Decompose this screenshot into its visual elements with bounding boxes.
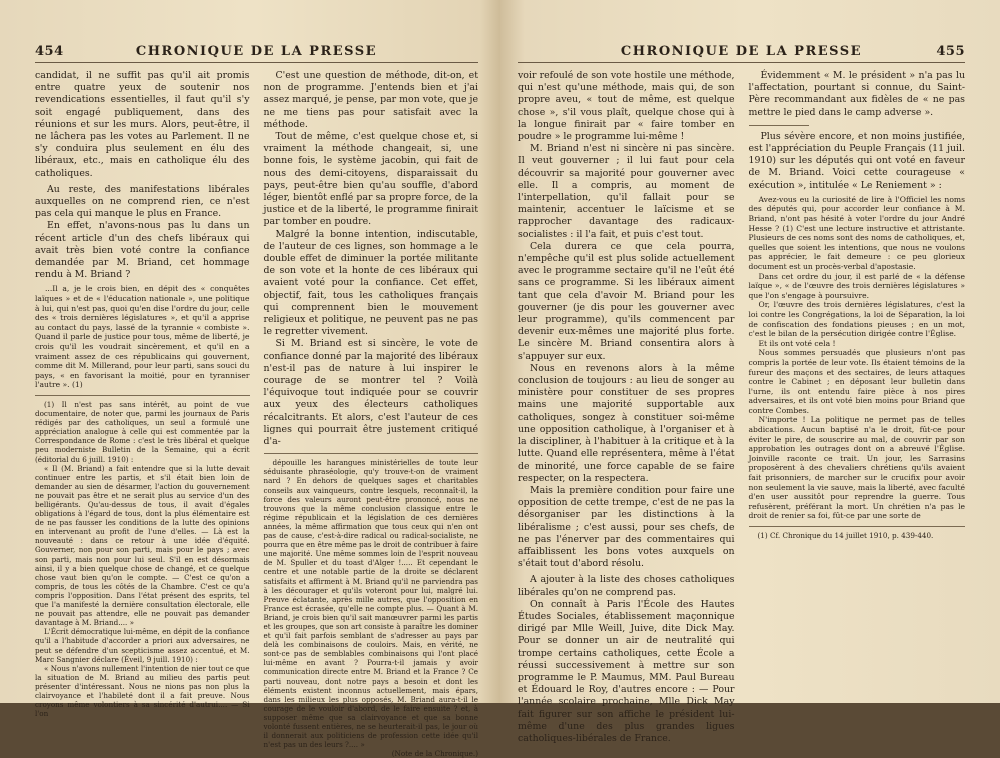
block-quote (35, 284, 250, 390)
quote-text: Et ils ont voté cela ! (758, 338, 836, 348)
left-columns (35, 70, 478, 758)
paragraph: voir refoulé de son vote hostile une méthode, qui n'est qu'une méthode, mais qui, de son propre aveu, « tout de même, est quelque chose », s'il vous plaît, quelque chose qui à la longue finirait par « faire tomber en poudre » le programme lui-même ! (518, 70, 735, 143)
quote-text: Nous sommes persuadés que plusieurs n'ont pas compris la portée de leur vote. Ils étaient témoins de la fureur des maçons et des sectaires, de leurs attaques contre le Cabinet ; en déposant leur bulletin dans l'urne, ils ont entendu faire pièce à nos pires adversaires, et ils ont voté bien moins pour Briand que contre Combes. (748, 348, 965, 415)
section-rule (749, 125, 809, 126)
paragraph: Mais la première condition pour faire une opposition de cette trempe, c'est de ne pas la désorganiser par les distinctions à la libéralisme ; c'est aussi, pour ses chefs, de ne pas l'énerver par des commentaires qui affaiblissent les bons votes auxquels on s'était tout d'abord résolu. (518, 484, 735, 570)
footnote: (1) Cf. Chronique du 14 juillet 1910, p. 439-440. (757, 531, 934, 541)
paragraph: M. Briand n'est ni sincère ni pas sincère. Il veut gouverner ; il lui faut pour cela découvrir sa majorité pour gouverner avec elle. Il a compris, au moment de l'interpellation, qu'il fallait pour se maintenir, accentuer le laïcisme et se rapprocher davantage des radicaux-socialistes : il l'a fait, et puis c'est tout. (518, 143, 735, 240)
right-page-number: 455 (936, 43, 965, 59)
right-running-head (518, 40, 965, 63)
right-columns (518, 70, 965, 745)
left-running-title: CHRONIQUE DE LA PRESSE (135, 43, 378, 59)
footnote: « Nous n'avons nullement l'intention de nier tout ce que la situation de M. Briand au milieu des partis peut présenter d'intéressant. Nous ne nions pas non plus la clairvoyance et l'habileté dont il a fait preuve. Nous croyons même volontiers à sa sincérité d'autrui.... — Si l'on (35, 663, 250, 719)
paragraph: Cela durera ce que cela pourra, n'empêche qu'il est plus solide actuellement avec le programme sectaire qu'il ne l'eût été sans ce programme. Si les libéraux aiment tant que cela d'avoir M. Briand pour les gouverner (je dis pour les gouverner avec leur programme), qu'ils commencent par devenir eux-mêmes une majorité plus forte. Le sincère M. Briand consentira alors à s'appuyer sur eux. (518, 240, 735, 362)
footnotes (35, 400, 250, 718)
paragraph: candidat, il ne suffit pas qu'il ait promis entre quatre yeux de soutenir nos revendications essentielles, il faut qu'il s'y soit engagé publiquement, dans des réunions et sur les murs. Alors, peut-être, il ne lâchera pas les votes au Parlement. Il ne s'y conduira plus seulement en élu des libéraux, etc., mais en catholique élu des catholiques. (35, 70, 250, 179)
paragraph: Évidemment « M. le président » n'a pas lu l'affectation, pourtant si connue, du Saint-Père recommandant aux fidèles de « ne pas mettre le pied dans le camp adverse ». (748, 70, 965, 118)
quote-text: ...Il a, je le crois bien, en dépit des « conquêtes laïques » et de « l'éducation nationale », une politique à lui, qui n'est pas, quoi qu'en dise l'ordre du jour, celle des « trois dernières législatures », et qu'il a apprise au contact du pays, lassé de la tyrannie « combiste ». Quand il parle de justice pour tous, même de liberté, je crois qu'il les voudrait sincèrement, et qu'il en a vraiment assez de ces républicains qui gouvernent, comme dit M. Millerand, pour leur parti, sans souci du pays, « en favorisant la moitié, pour en tyranniser l'autre ». (1) (35, 284, 250, 390)
paragraph: Si M. Briand est si sincère, le vote de confiance donné par la majorité des libéraux n'est-il pas de nature à lui inspirer le courage de se montrer tel ? Voilà l'équivoque tout indiquée pour se couvrir aux yeux des électeurs catholiques récalcitrants. Et alors, c'est l'auteur de ces lignes qui pourrait être justement critiqué d'a- (263, 338, 478, 448)
block-quote (749, 195, 966, 521)
left-column-1 (35, 70, 250, 758)
footnotes (264, 458, 479, 758)
paragraph: Tout de même, c'est quelque chose et, si vraiment la méthode changeait, si, une bonne fois, le système jacobin, qui fait de nous des demi-citoyens, disparaissait du pays, peut-être bien qu'au souffle, d'abord léger, bientôt enflé par sa propre force, de la justice et de la liberté, le programme finirait par tomber en poudre. (263, 131, 478, 228)
footnote: « Il (M. Briand) a fait entendre que si la lutte devait continuer entre les partis, et s'il était bien loin de demander au sien de désarmer, l'action du gouvernement ne pouvait pas être et ne serait plus au service d'un des belligérants. Qu'au-dessus de tous, il avait d'égales obligations à l'égard de tous, dont la plus élémentaire est de ne pas fausser les conditions de la lutte des opinions en intervenant au profit de l'une d'elles. — Là est la nouveauté : dans ce retour à une idée d'équité. Gouverner, non pour son parti, mais pour le pays ; avec son parti, mais non pour lui seul. S'il en est désormais ainsi, il y a bien quelque chose de changé, et ce quelque chose vaut bien qu'on le compte. — C'est ce qu'on a compris, de tous les côtés de la Chambre. C'est ce qu'a compris l'opposition. Dans l'état présent des esprits, tel que l'a manifesté la dernière consultation électorale, elle ne pouvait pas attendre, elle ne pouvait pas demander davantage à M. Briand.... » (35, 463, 250, 628)
left-column-2 (264, 70, 479, 758)
paragraph: C'est une question de méthode, dit-on, et non de programme. J'entends bien et j'ai assez marqué, je pense, par mon vote, que je ne me tiens pas pour satisfait avec la méthode. (263, 70, 478, 130)
right-running-title: CHRONIQUE DE LA PRESSE (620, 43, 863, 59)
quote-text: Or, l'œuvre des trois dernières législatures, c'est la loi contre les Congrégations, la loi de Séparation, la loi de confiscation des fondations pieuses ; en un mot, c'est le bilan de la persécution dirigée contre l'Église. (748, 300, 965, 339)
paragraph: On connaît à Paris l'École des Hautes Études Sociales, établissement maçonnique dirigé par Mlle Weill, Juive, dite Dick May. Pour se donner un air de neutralité qui trompe certains catholiques, cette École a réussi successivement à mettre sur son programme le P. Maumus, MM. Paul Bureau et Édouard le Roy, d'autres encore : — Pour l'année scolaire prochaine, Mlle Dick May fait figurer sur son affiche le président lui-même d'une des plus grandes ligues catholiques-libérales de France. (518, 598, 735, 744)
paragraph: Malgré la bonne intention, indiscutable, de l'auteur de ces lignes, son hommage a le double effet de diminuer la portée militante de son vote et la honte de ces libéraux qui avaient voté pour la confiance. Cet effet, objectif, fait, tous les catholiques français qui comprennent bien le mouvement religieux et politique, ne peuvent pas ne pas le regretter vivement. (263, 228, 478, 338)
paragraph: En effet, n'avons-nous pas lu dans un récent article d'un des chefs libéraux qui avait très bien voté contre la confiance demandée par M. Briand, cet hommage rendu à M. Briand ? (35, 220, 250, 281)
quote-text: Avez-vous eu la curiosité de lire à l'Officiel les noms des députés qui, pour accorder leur confiance à M. Briand, n'ont pas hésité à voter l'ordre du jour André Hesse ? (1) C'est une lecture instructive et attristante. Plusieurs de ces noms sont des noms de catholiques, et, quelles que soient les intentions, que nous ne voulons pas apprécier, le fait demeure : ce peu glorieux document est un procès-verbal d'apostasie. (748, 194, 965, 271)
left-page-number: 454 (35, 43, 64, 59)
footnote: (1) Il n'est pas sans intérêt, au point de vue documentaire, de noter que, parmi les journaux de Paris rédigés par des catholiques, un seul a formulé une appréciation analogue à celle qui est commentée par la Correspondance de Rome : c'est le très libéral et quelque peu moderniste Bulletin de la Semaine, qui a écrit (éditorial du 6 juill. 1910) : (35, 399, 250, 464)
footnote: L'Écrit démocratique lui-même, en dépit de la confiance qu'il a l'habitude d'accorder a priori aux adversaires, ne peut se défendre d'un scepticisme assez accentué, et M. Marc Sangnier déclare (Éveil, 9 juill. 1910) : (35, 627, 250, 664)
right-column-2 (749, 70, 966, 745)
right-column-1 (518, 70, 735, 745)
paragraph: Nous en revenons alors à la même conclusion de toujours : au lieu de songer au ministère pour constituer de ses propres mains une majorité supportable aux catholiques, songez à constituer soi-même une opposition catholique, à l'organiser et à la discipliner, à l'habituer à la critique et à la lutte. Quand elle représentera, même à l'état de minorité, une force capable de se faire respecter, on la respectera. (518, 362, 735, 484)
footnote-rule (749, 526, 966, 527)
footnote: dépouille les harangues ministérielles de toute leur séduisante phraséologie, qu'y trouve-t-on de vraiment nard ? En dehors de quelques sages et charitables conseils aux vainqueurs, contre lesquels, reconnaît-il, la force des valeurs auront peut-être prononcé, nous ne trouvons que la même conclusion classique entre le régime républicain et la législation de ces dernières années, la même affirmation que tous ceux qui n'en ont pas de cause, c'est-à-dire radical ou radical-socialiste, ne pourra que en être même pas le droit de contribuer à faire une majorité. Une même sommes loin de l'esprit nouveau de M. Spuller et du toast d'Alger !..... Et cependant le centre et une notable partie de la droite se déclarent satisfaits et affirment à M. Briand qu'il ne parviendra pas à les décourager et qu'ils voteront pour lui, malgré lui. Preuve éclatante, après mille autres, que l'opposition en France est écrasée, qu'elle ne compte plus. — Quant à M. Briand, je crois bien qu'il sait manœuvrer parmi les partis et les groupes, que son art consiste à paraître les dominer et qu'il fait parfois semblant de s'adresser au pays par delà les combinaisons de couloirs. Mais, en vérité, ne sont-ce pas de semblables combinaisons qui l'ont placé lui-même en avant ? Pourra-t-il jamais y avoir communication directe entre M. Briand et la France ? Ce parti nouveau, dont notre pays a besoin et dont les éléments existent inconnus actuellement, mais épars, dans les milieux les plus opposés, M. Briand aura-t-il le courage de le vouloir d'abord, de le faire ensuite ? et, à supposer même que sa clairvoyance et que sa bonne volonté fussent entières, ne se heurterait-il pas, le jour où il donnerait aux politiciens de profession cette idée qu'il n'est pas un des leurs ?.... » (263, 458, 478, 750)
footnote-rule (264, 453, 479, 454)
paragraph: Plus sévère encore, et non moins justifiée, est l'appréciation du Peuple Français (11 juil. 1910) sur les députés qui ont voté en faveur de M. Briand. Voici cette courageuse « exécution », intitulée « Le Reniement » : (748, 130, 965, 191)
quote-text: N'importe ! La politique ne permet pas de telles abdications. Aucun baptisé n'a le droit, fût-ce pour éviter le pire, de souscrire au mal, de couvrir par son approbation les outrages dont on a abreuvé l'Église. Joinville raconte ce trait. Un jour, les Sarrasins proposèrent à des chevaliers chrétiens qu'ils avaient fait prisonniers, de marcher sur le crucifix pour avoir non seulement la vie sauve, mais la liberté, avec faculté d'en user aussitôt pour reprendre la guerre. Tous refusèrent, préférant la mort. Un chrétien n'a pas le droit de renier sa foi, fût-ce par une sorte de (748, 415, 965, 521)
left-running-head (35, 40, 478, 63)
right-page (500, 0, 1000, 744)
footnote-rule (35, 395, 250, 396)
quote-text: Dans cet ordre du jour, il est parlé de « la défense laïque », « de l'œuvre des trois dernières législatures » que l'on s'engage à poursuivre. (748, 271, 965, 300)
footnotes (749, 531, 966, 540)
paragraph: A ajouter à la liste des choses catholiques libérales qu'on ne comprend pas. (518, 574, 735, 598)
paragraph: Au reste, des manifestations libérales auxquelles on ne comprend rien, ce n'est pas cela qui manque le plus en France. (35, 183, 250, 220)
footnote-credit: (Note de la Chronique.) (391, 749, 478, 758)
